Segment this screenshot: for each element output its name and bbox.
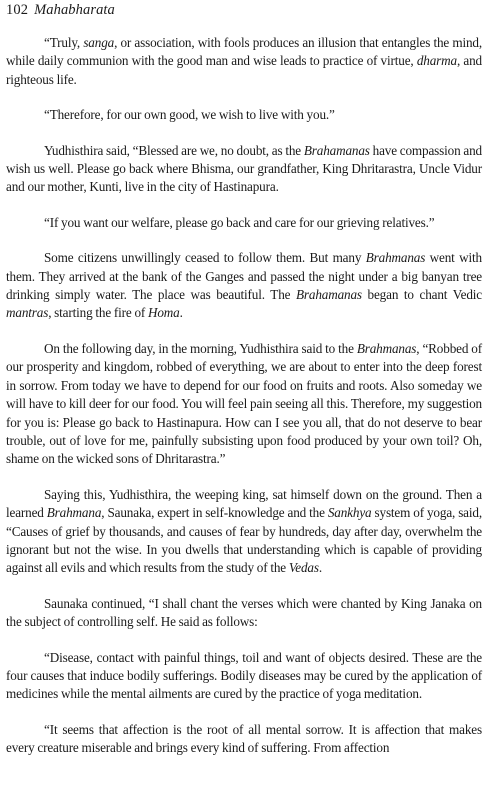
- paragraph-2: [6, 106, 482, 124]
- italic-term: mantras: [6, 305, 49, 321]
- text-run: , and righteous life.: [6, 53, 482, 87]
- text-run: .: [318, 560, 322, 576]
- text-run: system of yoga, said, “Causes of grief by thousands, and causes of fear by hundreds, day after day, overwhelm the ignorant but not the wise. In you dwells that understanding which is capable of providing against all evils and which results from the study of the: [6, 505, 482, 576]
- text-run: began to chant Vedic: [361, 287, 482, 303]
- text-run: Yudhisthira said, “Blessed are we, no doubt, as the: [44, 142, 304, 158]
- text-run: “Truly,: [44, 35, 84, 50]
- body-text: [6, 34, 482, 775]
- text-run: “Therefore, for our own good, we wish to live with you.”: [44, 107, 335, 123]
- text-run: have compassion and wish us well. Please go back where Bhisma, our grandfather, King Dhritarastra, Uncle Vidur and our mother, Kunti, live in the city of Hastinapura.: [6, 142, 482, 195]
- paragraph-6: [6, 340, 482, 469]
- italic-term: Brahmana: [46, 505, 102, 521]
- italic-term: dharma: [416, 53, 457, 69]
- italic-term: sanga: [83, 35, 115, 50]
- paragraph-8: [6, 595, 482, 632]
- text-run: , Saunaka, expert in self-knowledge and the: [101, 505, 328, 521]
- text-run: “If you want our welfare, please go back and care for our grieving relatives.”: [44, 214, 435, 230]
- paragraph-1: [6, 34, 482, 89]
- italic-term: Brahmanas: [356, 340, 417, 356]
- text-run: , or association, with fools produces an illusion that entangles the mind, while daily communion with the good man and wise leads to practice of virtue,: [6, 35, 482, 69]
- text-run: , starting the fire of: [48, 305, 148, 321]
- italic-term: Sankhya: [327, 505, 372, 521]
- italic-term: Vedas: [288, 560, 319, 576]
- text-run: “Disease, contact with painful things, toil and want of objects desired. These are the four causes that induce bodily sufferings. Bodily diseases may be cured by the application of medicines while the mental ailments are cured by the practice of yoga meditation.: [6, 649, 482, 702]
- paragraph-9: [6, 649, 482, 704]
- paragraph-10: [6, 721, 482, 758]
- italic-term: Homa: [147, 305, 180, 321]
- text-run: .: [179, 305, 183, 321]
- page-number: 102: [6, 2, 29, 18]
- italic-term: Brahamanas: [303, 142, 370, 158]
- text-run: Saying this, Yudhisthira, the weeping king, sat himself down on the ground. Then a learned: [6, 486, 482, 521]
- text-run: went with them. They arrived at the bank of the Ganges and passed the night under a big banyan tree drinking simply water. The place was beautiful. The: [6, 250, 482, 303]
- text-run: “It seems that affection is the root of all mental sorrow. It is affection that makes every creature miserable and brings every kind of suffering. From affection: [6, 721, 482, 756]
- paragraph-3: [6, 142, 482, 197]
- paragraph-4: [6, 214, 482, 232]
- text-run: On the following day, in the morning, Yudhisthira said to the: [44, 340, 357, 356]
- italic-term: Brahamanas: [295, 287, 362, 303]
- paragraph-5: [6, 249, 482, 323]
- book-title: Mahabharata: [34, 2, 115, 18]
- running-head: [6, 2, 115, 19]
- italic-term: Brahmanas: [365, 250, 426, 266]
- text-run: Some citizens unwillingly ceased to follow them. But many: [44, 250, 366, 266]
- text-run: , “Robbed of our prosperity and kingdom, robbed of everything, we are about to enter into the deep forest in sorrow. From today we have to depend for our food on fruits and roots. Also someday we will have to kill deer for our food. You will feel pain seeing all this. Therefore, my suggestion for you is: Please go back to Hastinapura. How can I see you all, that do not deserve to bear trouble, out of love for me, painfully subsisting upon food produced by your own toil? Oh, shame on the wicked sons of Dhritarastra.”: [6, 340, 482, 467]
- text-run: Saunaka continued, “I shall chant the verses which were chanted by King Janaka on the subject of controlling self. He said as follows:: [6, 595, 482, 630]
- paragraph-7: [6, 486, 482, 578]
